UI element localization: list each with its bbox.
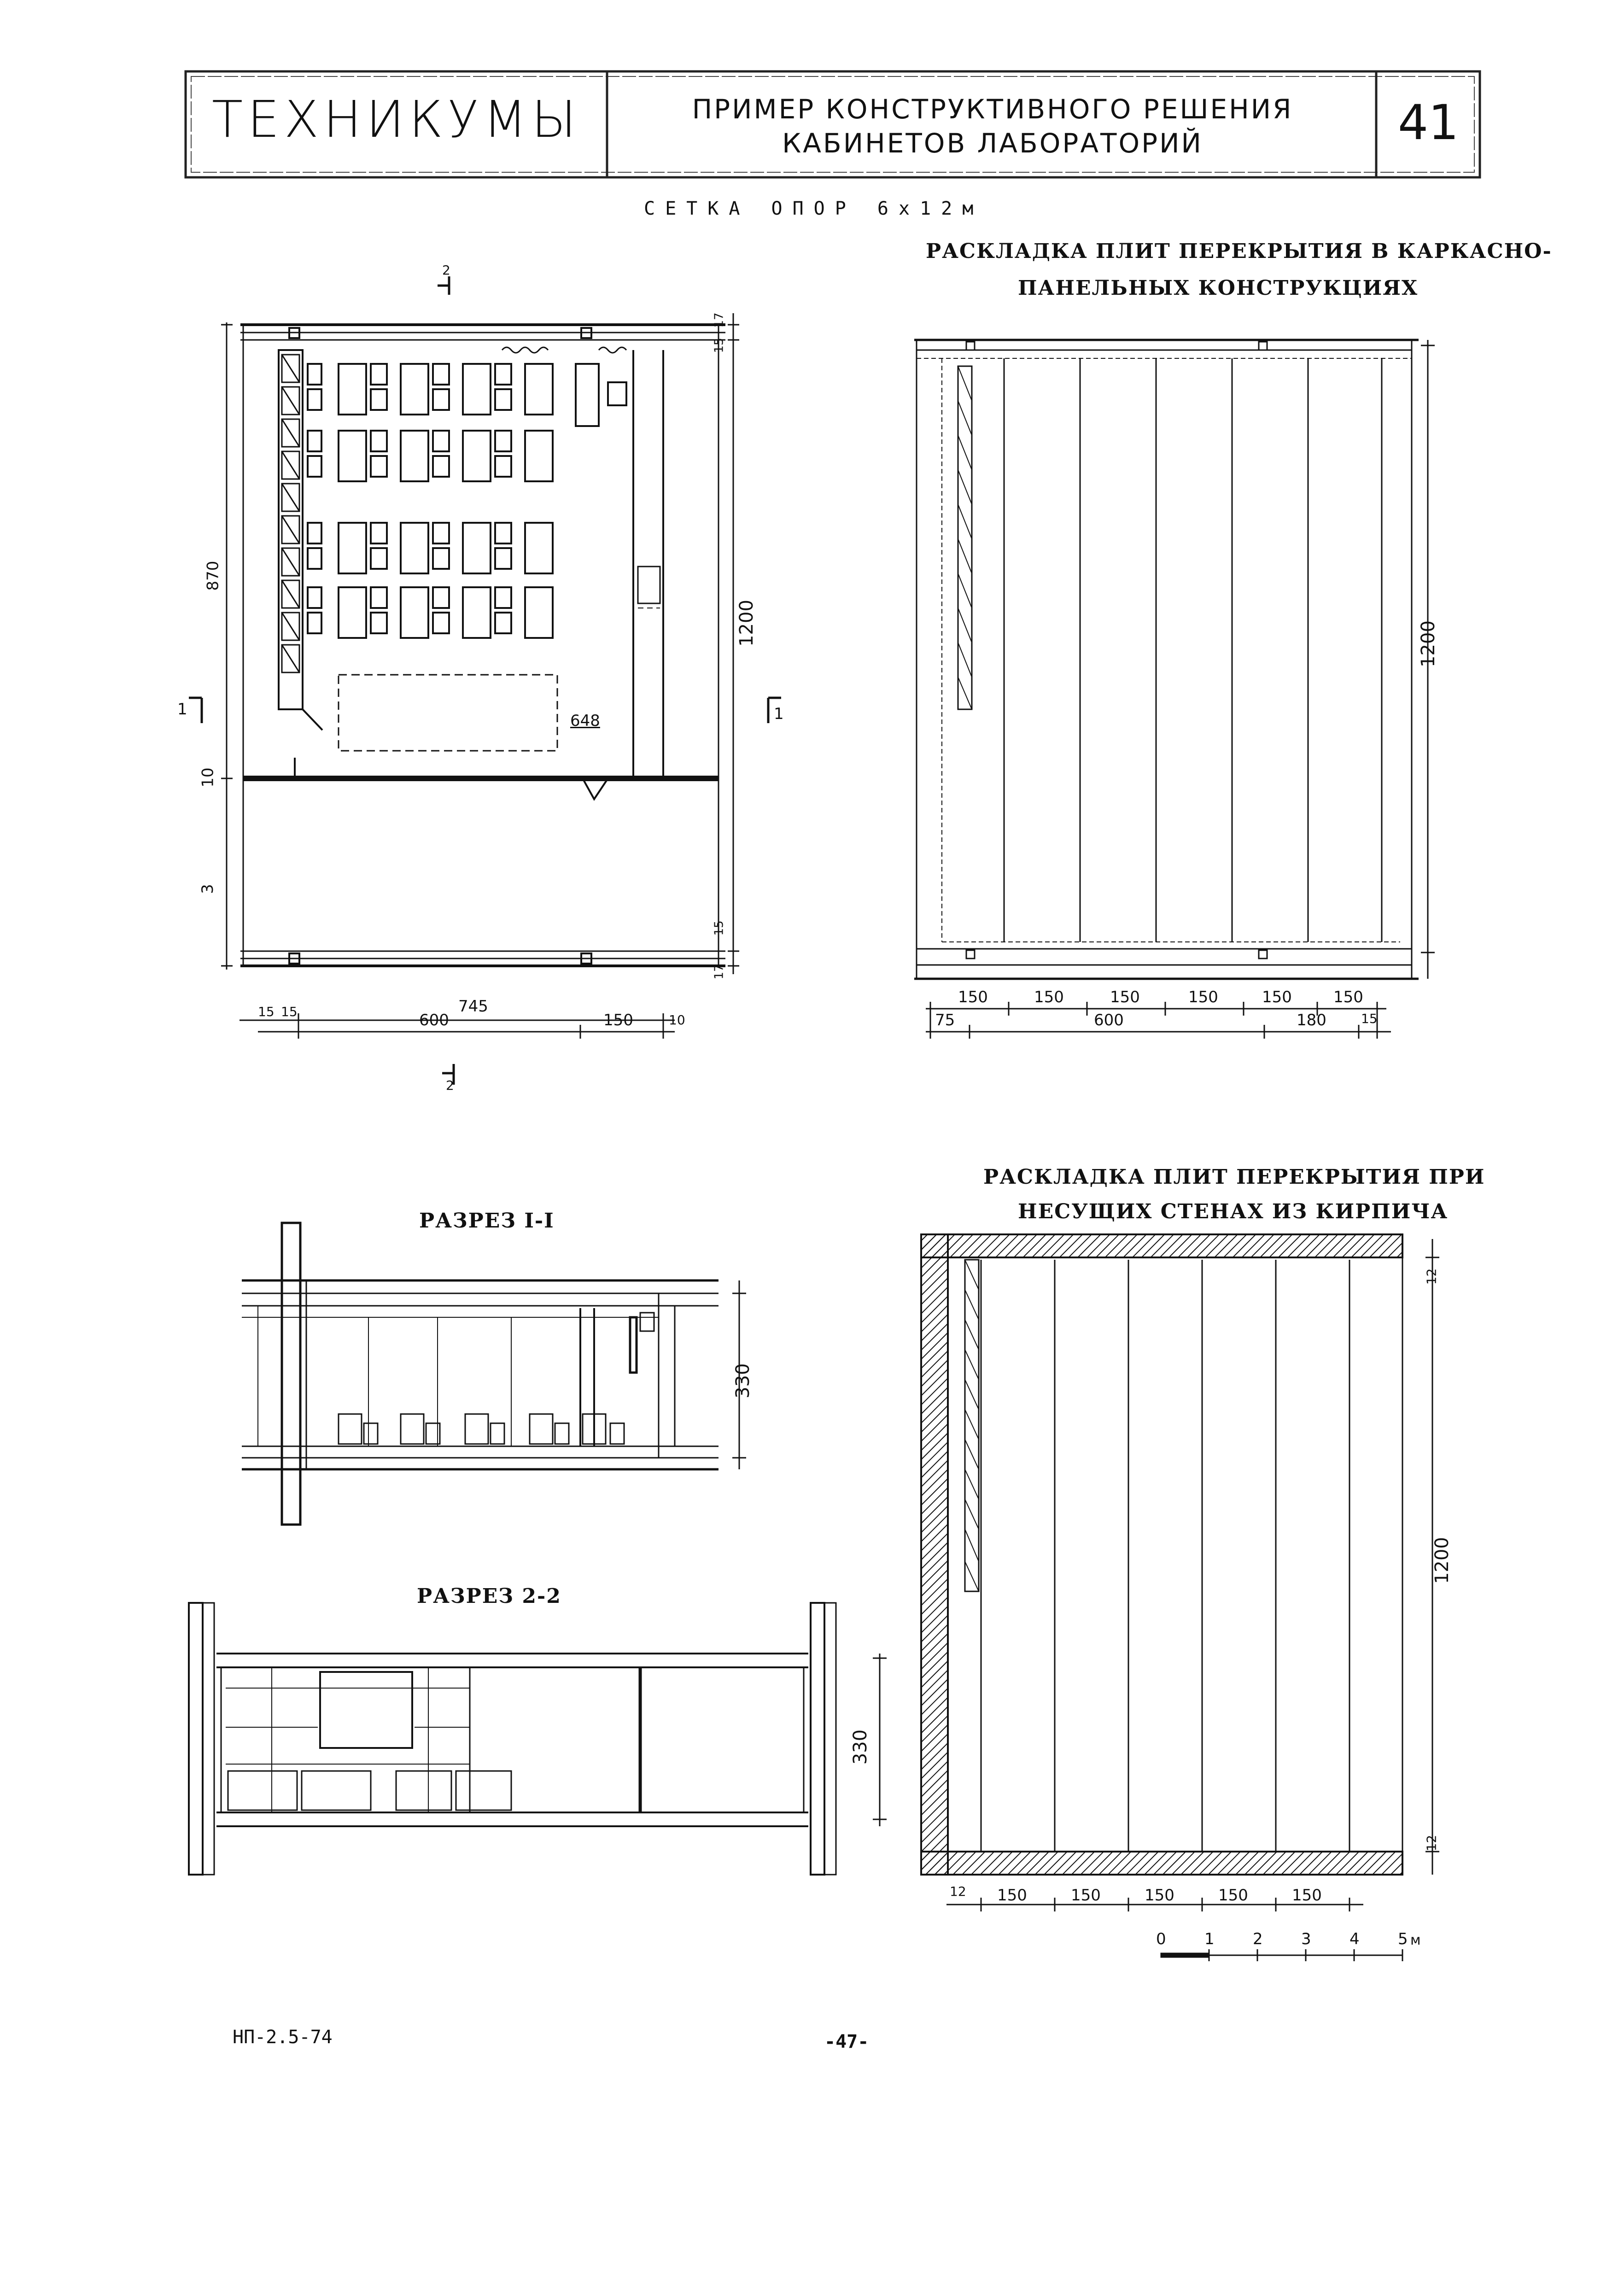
frame-plan-caption-2: ПАНЕЛЬНЫХ КОНСТРУКЦИЯХ xyxy=(1018,276,1419,300)
frame-dim-r1-4: 150 xyxy=(1188,988,1218,1006)
brick-dim-height: 1200 xyxy=(1431,1537,1453,1584)
room-dim-left-mid: 10 xyxy=(199,767,217,788)
sheet-number: 41 xyxy=(1398,94,1459,151)
brick-dim-bottom: 12 xyxy=(1424,1835,1439,1852)
footer-code: НП-2.5-74 xyxy=(233,2027,333,2048)
section-mark-1-right: 1 xyxy=(774,705,784,723)
room-dim-right-bottom-2: 17 xyxy=(712,964,726,980)
scale-tick-2: 2 xyxy=(1253,1930,1263,1948)
subtitle-line-1: ПРИМЕР КОНСТРУКТИВНОГО РЕШЕНИЯ xyxy=(692,94,1293,125)
room-dim-bottom-1: 15 xyxy=(258,1004,275,1019)
room-dim-left-lower: 3 xyxy=(198,884,217,894)
section-1-dim-height: 330 xyxy=(732,1363,754,1399)
room-area-label: 648 xyxy=(570,712,600,730)
brick-dim-b-2: 150 xyxy=(997,1886,1027,1905)
brick-plan-caption-1: РАСКЛАДКА ПЛИТ ПЕРЕКРЫТИЯ ПРИ xyxy=(983,1165,1485,1189)
scale-tick-3: 3 xyxy=(1301,1930,1311,1948)
room-dim-bottom-2: 15 xyxy=(281,1004,298,1019)
section-2-dim-height: 330 xyxy=(850,1729,871,1765)
room-dim-bottom-3: 600 xyxy=(419,1011,449,1029)
section-1-caption: РАЗРЕЗ I-I xyxy=(419,1209,555,1233)
brick-dim-b-1: 12 xyxy=(950,1884,966,1899)
title-sub xyxy=(613,92,1373,160)
scale-tick-5: 5 xyxy=(1398,1930,1408,1948)
section-mark-2-bottom: 2 xyxy=(446,1078,454,1093)
frame-dim-r2-3: 180 xyxy=(1297,1011,1326,1029)
brick-dim-b-4: 150 xyxy=(1145,1886,1174,1905)
frame-dim-r2-1: 75 xyxy=(935,1011,955,1029)
section-mark-1-left: 1 xyxy=(177,700,187,719)
room-dim-right-top-2: 17 xyxy=(712,312,726,328)
brick-dim-b-5: 150 xyxy=(1218,1886,1248,1905)
section-2-caption: РАЗРЕЗ 2-2 xyxy=(417,1584,561,1608)
subtitle-line-2: КАБИНЕТОВ ЛАБОРАТОРИЙ xyxy=(782,128,1203,159)
frame-dim-r1-3: 150 xyxy=(1110,988,1140,1006)
footer-page: -47- xyxy=(824,2031,869,2052)
frame-dim-r1-2: 150 xyxy=(1034,988,1064,1006)
grid-caption: СЕТКА ОПОР 6х12м xyxy=(644,198,984,219)
room-dim-right-bottom-1: 15 xyxy=(712,920,726,936)
frame-dim-r2-4: 15 xyxy=(1361,1011,1378,1026)
brick-dim-b-3: 150 xyxy=(1071,1886,1101,1905)
brick-plan-caption-2: НЕСУЩИХ СТЕНАХ ИЗ КИРПИЧА xyxy=(1018,1200,1449,1223)
room-dim-right-height: 1200 xyxy=(736,600,757,647)
room-dim-right-top-1: 15 xyxy=(712,338,726,353)
frame-plan-caption-1: РАСКЛАДКА ПЛИТ ПЕРЕКРЫТИЯ В КАРКАСНО- xyxy=(926,240,1552,263)
room-dim-bottom-5: 10 xyxy=(669,1012,685,1028)
frame-dim-r1-6: 150 xyxy=(1333,988,1363,1006)
brick-dim-b-6: 150 xyxy=(1292,1886,1322,1905)
room-dim-bottom-4: 150 xyxy=(603,1011,633,1029)
scale-tick-4: 4 xyxy=(1349,1930,1360,1948)
scale-tick-0: 0 xyxy=(1156,1930,1166,1948)
frame-dim-height: 1200 xyxy=(1417,620,1439,667)
title-main: ТЕХНИКУМЫ xyxy=(212,90,581,149)
section-mark-2-top: 2 xyxy=(442,263,450,278)
frame-dim-r1-1: 150 xyxy=(958,988,988,1006)
brick-dim-top: 12 xyxy=(1424,1268,1439,1285)
room-dim-total: 745 xyxy=(458,997,488,1016)
frame-dim-r2-2: 600 xyxy=(1094,1011,1124,1029)
room-dim-left-upper: 870 xyxy=(204,561,222,591)
frame-dim-r1-5: 150 xyxy=(1262,988,1292,1006)
scale-unit: м xyxy=(1410,1932,1421,1948)
scale-tick-1: 1 xyxy=(1204,1930,1215,1948)
